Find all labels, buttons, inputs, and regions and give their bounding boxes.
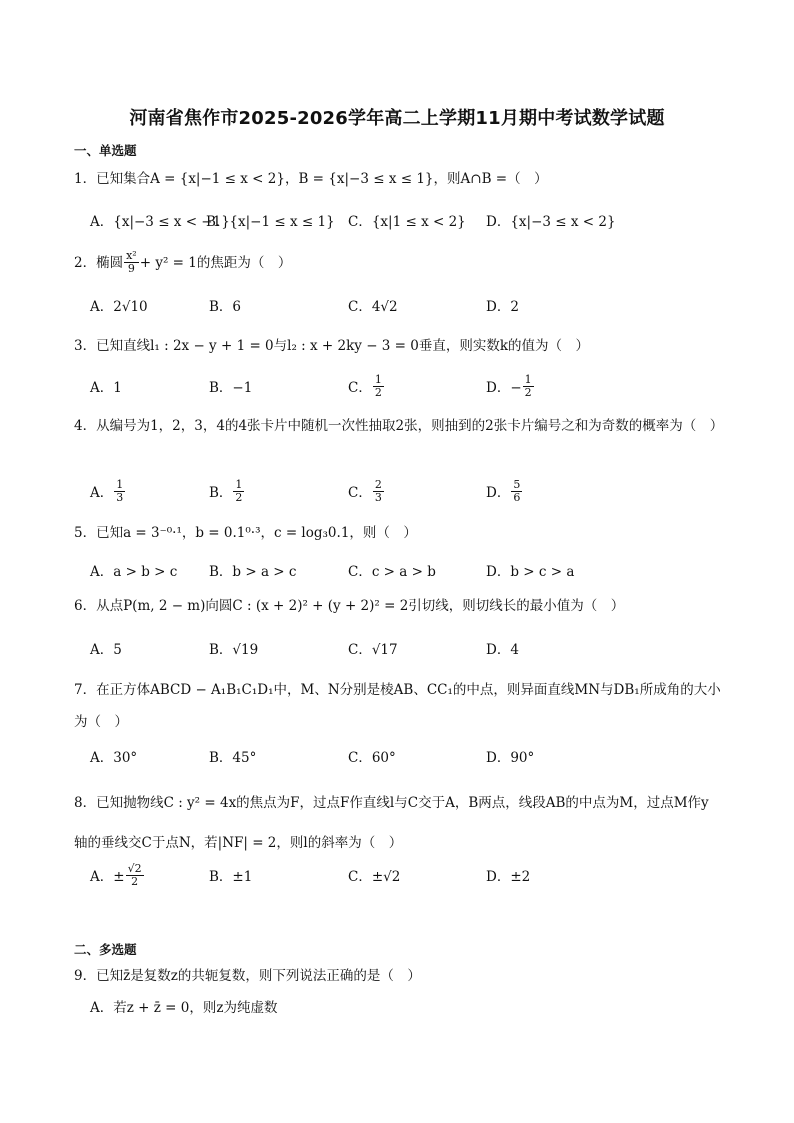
question-4-options — [90, 478, 710, 504]
option-d: D．{x|−3 ≤ x < 2} — [486, 214, 616, 230]
option-b: B．−1 — [209, 380, 253, 396]
question-2-stem-suffix: + y² = 1的焦距为（ ） — [139, 254, 292, 271]
option-b: B．45° — [209, 750, 257, 766]
option-a: A．若z + z̄ = 0，则z为纯虚数 — [90, 1000, 278, 1016]
option-b: B．±1 — [209, 869, 253, 885]
fraction-numerator: √2 — [127, 861, 142, 875]
question-2-stem — [74, 250, 291, 275]
fraction-denominator: 6 — [513, 490, 521, 504]
ellipse-fraction — [124, 250, 139, 275]
option-d: D．±2 — [486, 869, 531, 885]
option-label: D．− — [486, 380, 522, 396]
option-a: A．a > b > c — [90, 564, 178, 580]
option-d: D．90° — [486, 750, 535, 766]
question-3-options — [90, 373, 710, 399]
option-b: B．b > a > c — [209, 564, 297, 580]
fraction-denominator: 3 — [116, 490, 124, 504]
option-c — [348, 373, 385, 399]
option-b — [209, 478, 245, 504]
question-1-options — [90, 207, 710, 233]
option-a — [90, 478, 126, 504]
option-c: C．{x|1 ≤ x < 2} — [348, 214, 466, 230]
question-1-stem: 1．已知集合A = {x|−1 ≤ x < 2}，B = {x|−3 ≤ x ≤ 1}，则A∩B =（ ） — [74, 171, 548, 187]
fraction-numerator: 1 — [374, 372, 382, 386]
question-4-stem: 4．从编号为1，2，3，4的4张卡片中随机一次性抽取2张，则抽到的2张卡片编号之和为奇数的概率为（ ） — [74, 418, 724, 434]
section-heading-single-choice: 一、单选题 — [74, 143, 137, 158]
question-9-stem: 9．已知z̄是复数z的共轭复数，则下列说法正确的是（ ） — [74, 968, 421, 984]
option-fraction — [233, 479, 244, 504]
page-title: 河南省焦作市2025-2026学年高二上学期11月期中考试数学试题 — [129, 108, 665, 129]
fraction-numerator: 1 — [116, 477, 124, 491]
question-9-options — [90, 993, 710, 1019]
option-a: A．1 — [90, 380, 122, 396]
question-5-options — [90, 557, 710, 583]
option-fraction — [373, 479, 384, 504]
option-b: B．6 — [209, 299, 242, 315]
fraction-numerator: 5 — [513, 477, 521, 491]
question-6-options — [90, 635, 710, 661]
option-d: D．2 — [486, 299, 519, 315]
option-c: C．√17 — [348, 642, 398, 658]
option-a: A．2√10 — [90, 299, 148, 315]
option-label: C． — [348, 485, 372, 501]
option-a — [90, 862, 145, 888]
fraction-denominator: 9 — [127, 262, 135, 275]
option-a: A．30° — [90, 750, 138, 766]
option-fraction — [373, 374, 384, 399]
fraction-numerator: 1 — [524, 372, 532, 386]
option-label: D． — [486, 485, 511, 501]
option-c: C．c > a > b — [348, 564, 436, 580]
fraction-denominator: 2 — [235, 490, 243, 504]
option-fraction — [114, 479, 125, 504]
question-7-options — [90, 743, 710, 769]
option-label: A． — [90, 485, 114, 501]
question-2-stem-prefix: 2．椭圆 — [74, 254, 124, 271]
question-2-options — [90, 292, 710, 318]
option-d — [486, 478, 523, 504]
option-label: A．± — [90, 869, 125, 885]
option-b: B．{x|−1 ≤ x ≤ 1} — [206, 214, 335, 230]
fraction-denominator: 3 — [374, 490, 382, 504]
option-b: B．√19 — [209, 642, 259, 658]
option-c: C．±√2 — [348, 869, 401, 885]
section-heading-multiple-choice: 二、多选题 — [74, 942, 137, 957]
question-8-options — [90, 862, 710, 888]
option-fraction — [126, 863, 144, 888]
fraction-denominator: 2 — [374, 385, 382, 399]
fraction-denominator: 2 — [524, 385, 532, 399]
option-fraction — [511, 479, 522, 504]
option-c — [348, 478, 385, 504]
fraction-numerator: 1 — [235, 477, 243, 491]
option-label: B． — [209, 485, 233, 501]
fraction-numerator: x² — [126, 249, 137, 262]
option-a: A．{x|−3 ≤ x < −1} — [90, 214, 230, 230]
option-a: A．5 — [90, 642, 122, 658]
option-label: C． — [348, 380, 372, 396]
question-3-stem: 3．已知直线l₁ : 2x − y + 1 = 0与l₂ : x + 2ky − 3 = 0垂直，则实数k的值为（ ） — [74, 338, 590, 354]
option-d: D．4 — [486, 642, 519, 658]
option-c: C．60° — [348, 750, 396, 766]
option-d — [486, 373, 535, 399]
question-5-stem: 5．已知a = 3⁻⁰·¹，b = 0.1⁰·³，c = log₃0.1，则（ ） — [74, 525, 417, 541]
question-7-stem: 7．在正方体ABCD − A₁B₁C₁D₁中，M、N分别是棱AB、CC₁的中点，则异面直线MN与DB₁所成角的大小为（ ） — [74, 682, 721, 730]
option-c: C．4√2 — [348, 299, 398, 315]
option-fraction — [523, 374, 534, 399]
option-d: D．b > c > a — [486, 564, 575, 580]
fraction-numerator: 2 — [374, 477, 382, 491]
question-8-stem: 8．已知抛物线C : y² = 4x的焦点为F，过点F作直线l与C交于A，B两点，线段AB的中点为M，过点M作y轴的垂线交C于点N，若|NF| = 2，则l的斜率为（ ） — [74, 795, 709, 851]
question-6-stem: 6．从点P(m, 2 − m)向圆C : (x + 2)² + (y + 2)² = 2引切线，则切线长的最小值为（ ） — [74, 598, 625, 614]
fraction-denominator: 2 — [131, 874, 139, 888]
